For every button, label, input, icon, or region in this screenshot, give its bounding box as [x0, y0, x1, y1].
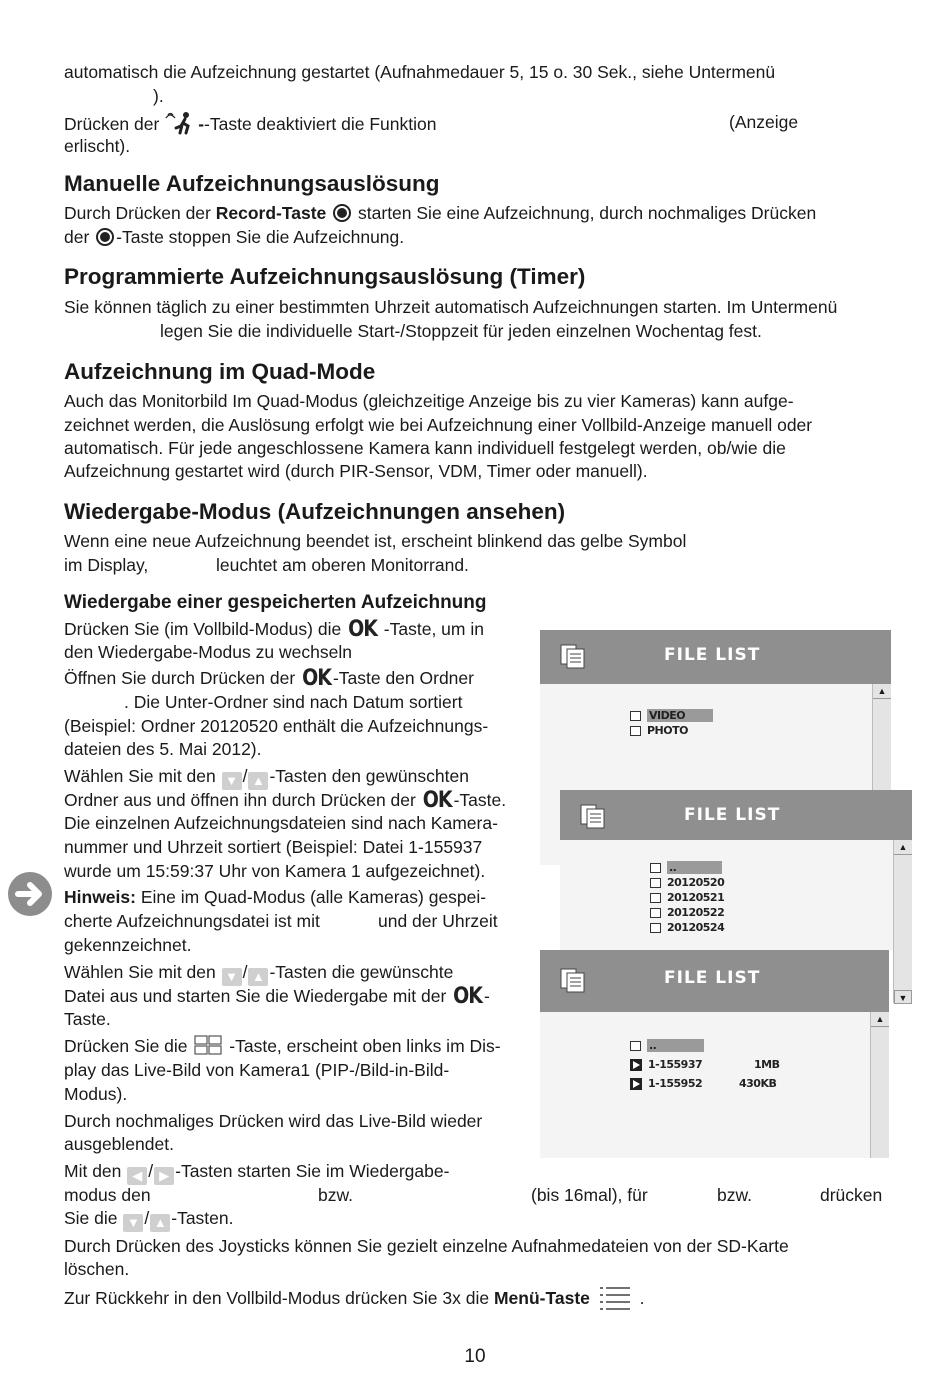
folder-icon: [630, 1041, 641, 1051]
arrow-right-icon: [8, 872, 52, 916]
sec1-line-1: Durch Drücken der Record-Taste starten Sie eine Aufzeichnung, durch nochmaliges Drücken: [64, 203, 817, 223]
list-item[interactable]: VIDEO: [630, 708, 713, 723]
s5-p5-l1: Wählen Sie mit den ▼ / ▲ -Tasten die gewünschte: [64, 962, 454, 984]
s5-p3-l1: Wählen Sie mit den ▼ / ▲ -Tasten den gewünschten: [64, 766, 469, 788]
heading-play-saved-recording: Wiedergabe einer gespeicherten Aufzeichnung: [64, 592, 487, 613]
scroll-up-icon[interactable]: ▲: [894, 840, 912, 855]
s5-p8-l2d: bzw.: [717, 1185, 753, 1205]
file-list-icon: [560, 966, 586, 994]
list-item[interactable]: ..: [650, 860, 724, 875]
file-list-screen-folders: [560, 790, 912, 950]
intro-line-3: Drücken der --Taste deaktiviert die Funktion: [64, 111, 437, 137]
s5-p10: Zur Rückkehr in den Vollbild-Modus drücken Sie 3x die Menü-Taste .: [64, 1285, 645, 1311]
list-item[interactable]: ..: [630, 1038, 779, 1053]
s5-p4-l2b: und der Uhrzeit: [378, 911, 498, 931]
s5-p3-l2: Ordner aus und öffnen ihn durch Drücken der OK -Taste.: [64, 787, 507, 813]
sec3-line-3: automatisch. Für jede angeschlossene Kamera kann individuell festgelegt werden, ob/wie die: [64, 438, 786, 458]
s5-p8-l1: Mit den ◀ / ▶ -Tasten starten Sie im Wiedergabe-: [64, 1161, 450, 1183]
s5-p1-l1: Drücken Sie (im Vollbild-Modus) die OK -Taste, um in: [64, 616, 484, 642]
list-item[interactable]: 1-155937 1MB: [630, 1057, 779, 1072]
intro-line-2: ).: [153, 86, 164, 106]
list-item[interactable]: 20120521: [650, 890, 724, 905]
s5-p6-l1: Drücken Sie die -Taste, erscheint oben links im Dis-: [64, 1036, 501, 1056]
s5-p3-l5: wurde um 15:59:37 Uhr von Kamera 1 aufgezeichnet).: [64, 861, 486, 881]
s5-p8-l3: Sie die ▼ / ▲ -Tasten.: [64, 1208, 234, 1230]
file-list-title: FILE LIST: [664, 645, 761, 665]
sec1-line-2: der -Taste stoppen Sie die Aufzeichnung.: [64, 227, 405, 247]
intro-line-4: erlischt).: [64, 136, 131, 156]
folder-icon: [650, 863, 661, 873]
record-button-icon: [96, 228, 114, 246]
s5-p9-l1: Durch Drücken des Joysticks können Sie gezielt einzelne Aufnahmedateien von der SD-Karte: [64, 1236, 789, 1256]
file-list: [630, 708, 713, 738]
folder-icon: [650, 923, 661, 933]
scrollbar[interactable]: [893, 840, 912, 1003]
scrollbar[interactable]: [870, 1012, 889, 1158]
s5-p3-l4: nummer und Uhrzeit sortiert (Beispiel: Datei 1-155937: [64, 837, 483, 857]
s5-p8-l2c: (bis 16mal), für: [531, 1185, 648, 1205]
file-list-header: [540, 630, 891, 684]
folder-icon: [650, 893, 661, 903]
sec3-line-1: Auch das Monitorbild Im Quad-Modus (gleichzeitige Anzeige bis zu vier Kameras) kann aufge-: [64, 391, 794, 411]
sec4-line-2a: im Display,: [64, 555, 149, 575]
up-arrow-button-icon: ▲: [248, 772, 268, 790]
down-arrow-button-icon: ▼: [222, 772, 242, 790]
s5-p4-l2: cherte Aufzeichnungsdatei ist mit: [64, 911, 320, 931]
s5-p3-l3: Die einzelnen Aufzeichnungsdateien sind nach Kamera-: [64, 813, 498, 833]
s5-p9-l2: löschen.: [64, 1259, 130, 1279]
s5-p7-l2: ausgeblendet.: [64, 1134, 174, 1154]
left-arrow-button-icon: ◀: [127, 1167, 147, 1185]
s5-p2-l4: dateien des 5. Mai 2012).: [64, 739, 262, 759]
right-arrow-button-icon: ▶: [154, 1167, 174, 1185]
s5-p4-l1: Hinweis: Eine im Quad-Modus (alle Kameras) gespei-: [64, 887, 487, 907]
s5-p8-l2a: modus den: [64, 1185, 151, 1205]
down-arrow-button-icon: ▼: [123, 1214, 143, 1232]
heading-playback-mode: Wiedergabe-Modus (Aufzeichnungen ansehen): [64, 499, 566, 524]
intro-line-3-end: (Anzeige: [729, 112, 799, 132]
file-list: [650, 860, 724, 935]
up-arrow-button-icon: ▲: [248, 968, 268, 986]
s5-p1-l2: den Wiedergabe-Modus zu wechseln: [64, 642, 352, 662]
sec3-line-4: Aufzeichnung gestartet wird (durch PIR-Sensor, VDM, Timer oder manuell).: [64, 461, 648, 481]
s5-p6-l3: Modus).: [64, 1084, 128, 1104]
scroll-up-icon[interactable]: ▲: [873, 684, 891, 699]
heading-quad-mode: Aufzeichnung im Quad-Mode: [64, 359, 376, 384]
list-item[interactable]: PHOTO: [630, 723, 713, 738]
list-item[interactable]: 20120520: [650, 875, 724, 890]
s5-p7-l1: Durch nochmaliges Drücken wird das Live-Bild wieder: [64, 1111, 483, 1131]
folder-icon: [630, 726, 641, 736]
folder-icon: [650, 908, 661, 918]
s5-p6-l2: play das Live-Bild von Kamera1 (PIP-/Bild-in-Bild-: [64, 1060, 450, 1080]
folder-icon: [630, 711, 641, 721]
record-button-icon: [333, 204, 351, 222]
file-list-header: [560, 790, 912, 840]
list-item[interactable]: 20120524: [650, 920, 724, 935]
running-person-icon: [164, 111, 198, 135]
sec3-line-2: zeichnet werden, die Auslösung erfolgt wie bei Aufzeichnung einer Vollbild-Anzeige manuell oder: [64, 415, 813, 435]
file-list: [630, 1038, 779, 1091]
sec2-line-1: Sie können täglich zu einer bestimmten Uhrzeit automatisch Aufzeichnungen starten. Im Untermenü: [64, 297, 838, 317]
s5-p5-l2: Datei aus und starten Sie die Wiedergabe mit der OK -: [64, 983, 490, 1009]
up-arrow-button-icon: ▲: [150, 1214, 170, 1232]
scroll-down-icon[interactable]: ▼: [894, 990, 912, 1004]
intro-line-1: automatisch die Aufzeichnung gestartet (Aufnahmedauer 5, 15 o. 30 Sek., siehe Untermenü: [64, 62, 776, 82]
file-list-screen-files: [540, 950, 889, 1158]
file-list-title: FILE LIST: [684, 805, 781, 825]
ok-button-icon: OK: [422, 787, 452, 813]
s5-p4-l3: gekennzeichnet.: [64, 935, 192, 955]
s5-p2-l3: (Beispiel: Ordner 20120520 enthält die Aufzeichnungs-: [64, 716, 489, 736]
scroll-up-icon[interactable]: ▲: [871, 1012, 889, 1027]
page-number: 10: [464, 1346, 486, 1367]
sec2-line-2: legen Sie die individuelle Start-/Stoppzeit für jeden einzelnen Wochentag fest.: [160, 321, 762, 341]
folder-icon: [650, 878, 661, 888]
s5-p8-l2e: drücken: [820, 1185, 883, 1205]
file-list-header: [540, 950, 889, 1012]
file-list-title: FILE LIST: [664, 968, 761, 988]
s5-p2-l1: Öffnen Sie durch Drücken der OK -Taste den Ordner: [64, 665, 474, 691]
ok-button-icon: OK: [453, 983, 483, 1009]
s5-p8-l2b: bzw.: [318, 1185, 354, 1205]
quad-view-icon: [194, 1035, 222, 1055]
file-list-icon: [580, 802, 606, 830]
list-item[interactable]: 20120522: [650, 905, 724, 920]
s5-p2-l2: . Die Unter-Ordner sind nach Datum sortiert: [124, 692, 463, 712]
menu-button-icon: [599, 1285, 631, 1311]
down-arrow-button-icon: ▼: [222, 968, 242, 986]
heading-timer-recording: Programmierte Aufzeichnungsauslösung (Timer): [64, 264, 586, 289]
note-arrow-icon: [8, 872, 52, 916]
file-list-icon: [560, 642, 586, 670]
ok-button-icon: OK: [302, 665, 331, 691]
heading-manual-recording: Manuelle Aufzeichnungsauslösung: [64, 171, 440, 196]
sec4-line-2b: leuchtet am oberen Monitorrand.: [216, 555, 469, 575]
list-item[interactable]: 1-155952 430KB: [630, 1076, 779, 1091]
ok-button-icon: OK: [348, 616, 377, 642]
s5-p5-l3: Taste.: [64, 1009, 111, 1029]
video-file-icon: [630, 1059, 642, 1071]
video-file-icon: [630, 1078, 642, 1090]
sec4-line-1: Wenn eine neue Aufzeichnung beendet ist, erscheint blinkend das gelbe Symbol: [64, 531, 687, 551]
